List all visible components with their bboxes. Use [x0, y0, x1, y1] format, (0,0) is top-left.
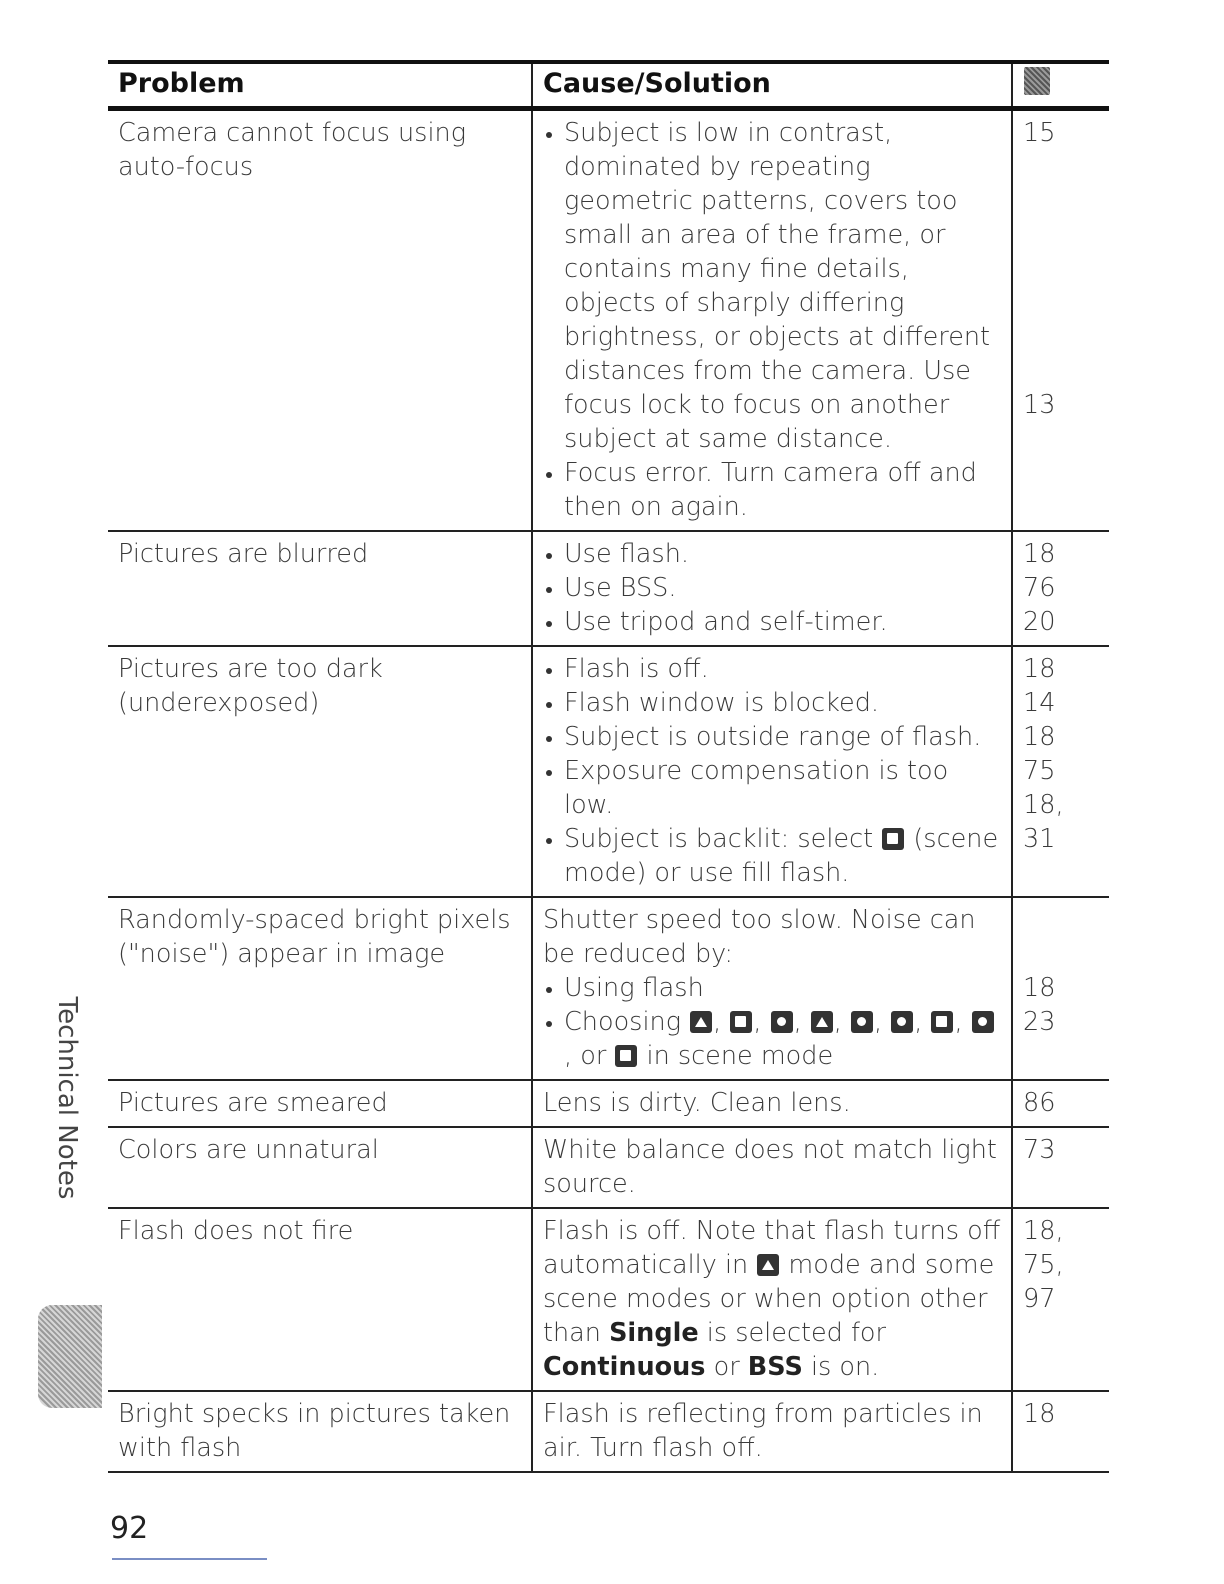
page-ref: 13	[1023, 390, 1056, 420]
flash-cause-text: mode and some scene modes or when option other than	[543, 1250, 995, 1348]
cause-cell	[532, 109, 1012, 532]
continuous-option: Continuous	[543, 1352, 706, 1382]
page-ref: 18	[1023, 722, 1056, 752]
night-landscape-icon	[771, 1011, 793, 1033]
cause-bullet: Exposure compensation is too low.	[543, 754, 1001, 822]
museum-icon	[931, 1011, 953, 1033]
page-ref: 23	[1023, 1007, 1056, 1037]
problem-cell: Bright specks in pictures taken with flash	[108, 1391, 532, 1472]
table-row	[108, 1080, 1109, 1127]
page-cell	[1012, 1127, 1109, 1208]
cause-bullet	[543, 1005, 1001, 1073]
table-row	[108, 531, 1109, 646]
page-ref: 14	[1023, 688, 1056, 718]
party-indoor-icon	[730, 1011, 752, 1033]
flash-cause-text: is on.	[810, 1352, 880, 1382]
copy-icon	[615, 1045, 637, 1067]
page-ref: 86	[1023, 1088, 1056, 1118]
cause-cell: White balance does not match light source.	[532, 1127, 1012, 1208]
page-ref: 15	[1023, 118, 1056, 148]
page-cell	[1012, 1080, 1109, 1127]
page-ref: 18, 31	[1023, 790, 1064, 854]
or-text: , or	[564, 1041, 607, 1071]
cause-cell: Lens is dirty. Clean lens.	[532, 1080, 1012, 1127]
problem-cell: Flash does not fire	[108, 1208, 532, 1391]
book-page-icon	[1024, 67, 1050, 95]
flash-cause-text: Flash is off. Note that flash turns off automatically in	[543, 1216, 1001, 1280]
comma: ,	[713, 1007, 722, 1037]
cause-cell	[532, 646, 1012, 897]
page-ref: 76	[1023, 573, 1056, 603]
table-row	[108, 897, 1109, 1080]
page-ref: 20	[1023, 607, 1056, 637]
table-row	[108, 1208, 1109, 1391]
table-row	[108, 646, 1109, 897]
problem-cell: Pictures are too dark (underexposed)	[108, 646, 532, 897]
sunset-icon	[891, 1011, 913, 1033]
choosing-text-post: in scene mode	[646, 1041, 834, 1071]
problem-cell: Pictures are smeared	[108, 1080, 532, 1127]
flash-cause-text: or	[713, 1352, 740, 1382]
header-cause-solution: Cause/Solution	[532, 62, 1012, 109]
flash-cause-text: is selected for	[706, 1318, 887, 1348]
table-row	[108, 1127, 1109, 1208]
page-number: 92	[110, 1511, 149, 1546]
table-header-row	[108, 62, 1109, 109]
backlit-text-post: (scene mode) or use fill flash.	[564, 824, 999, 888]
comma: ,	[914, 1007, 923, 1037]
page-ref: 18	[1023, 1399, 1056, 1429]
cause-bullet: Subject is low in contrast, dominated by repeating geometric patterns, covers too small an area of the frame, or contains many fine details, objects of sharply differing brightness, or objects at different distances from the camera. Use focus lock to focus on another subject at same distance.	[543, 116, 1001, 456]
fireworks-icon	[811, 1011, 833, 1033]
section-tab-marker	[38, 1305, 102, 1408]
cause-bullet: Focus error. Turn camera off and then on again.	[543, 456, 1001, 524]
problem-cell: Randomly-spaced bright pixels ("noise") appear in image	[108, 897, 532, 1080]
comma: ,	[793, 1007, 802, 1037]
problem-cell: Pictures are blurred	[108, 531, 532, 646]
page-number-underline	[112, 1558, 267, 1560]
page-ref: 18,	[1023, 1216, 1064, 1246]
comma: ,	[954, 1007, 963, 1037]
cause-bullet	[543, 822, 1001, 890]
section-side-label: Technical Notes	[52, 996, 82, 1200]
problem-cell: Colors are unnatural	[108, 1127, 532, 1208]
table-row	[108, 1391, 1109, 1472]
bss-option: BSS	[747, 1352, 803, 1382]
night-portrait-icon	[690, 1011, 712, 1033]
choosing-text: Choosing	[564, 1007, 682, 1037]
page-ref: 75	[1023, 756, 1056, 786]
close-up-icon	[972, 1011, 994, 1033]
cause-cell	[532, 531, 1012, 646]
header-problem: Problem	[108, 62, 532, 109]
cause-cell	[532, 897, 1012, 1080]
cause-bullet: Using flash	[543, 971, 1001, 1005]
comma: ,	[753, 1007, 762, 1037]
page-ref: 18	[1023, 973, 1056, 1003]
page-ref: 75, 97	[1023, 1250, 1064, 1314]
troubleshooting-table	[108, 60, 1109, 1473]
single-option: Single	[609, 1318, 699, 1348]
page-cell	[1012, 646, 1109, 897]
table-row	[108, 109, 1109, 532]
cause-bullet: Use BSS.	[543, 571, 1001, 605]
cause-bullet: Use tripod and self-timer.	[543, 605, 1001, 639]
cause-bullet: Use flash.	[543, 537, 1001, 571]
page-cell	[1012, 1208, 1109, 1391]
page-ref: 73	[1023, 1135, 1056, 1165]
page-cell	[1012, 109, 1109, 532]
page-cell	[1012, 1391, 1109, 1472]
dusk-dawn-icon	[851, 1011, 873, 1033]
cause-cell	[532, 1208, 1012, 1391]
cause-bullet: Flash is off.	[543, 652, 1001, 686]
problem-cell: Camera cannot focus using auto-focus	[108, 109, 532, 532]
backlight-scene-icon	[882, 828, 904, 850]
comma: ,	[874, 1007, 883, 1037]
movie-mode-icon	[757, 1254, 779, 1276]
cause-cell: Flash is reflecting from particles in air. Turn flash off.	[532, 1391, 1012, 1472]
page-ref: 18	[1023, 654, 1056, 684]
cause-intro: Shutter speed too slow. Noise can be reduced by:	[543, 905, 976, 969]
page-ref: 18	[1023, 539, 1056, 569]
header-page	[1012, 62, 1109, 109]
page-cell	[1012, 897, 1109, 1080]
page-cell	[1012, 531, 1109, 646]
cause-bullet: Subject is outside range of flash.	[543, 720, 1001, 754]
comma: ,	[833, 1007, 842, 1037]
backlit-text-pre: Subject is backlit: select	[564, 824, 874, 854]
cause-bullet: Flash window is blocked.	[543, 686, 1001, 720]
